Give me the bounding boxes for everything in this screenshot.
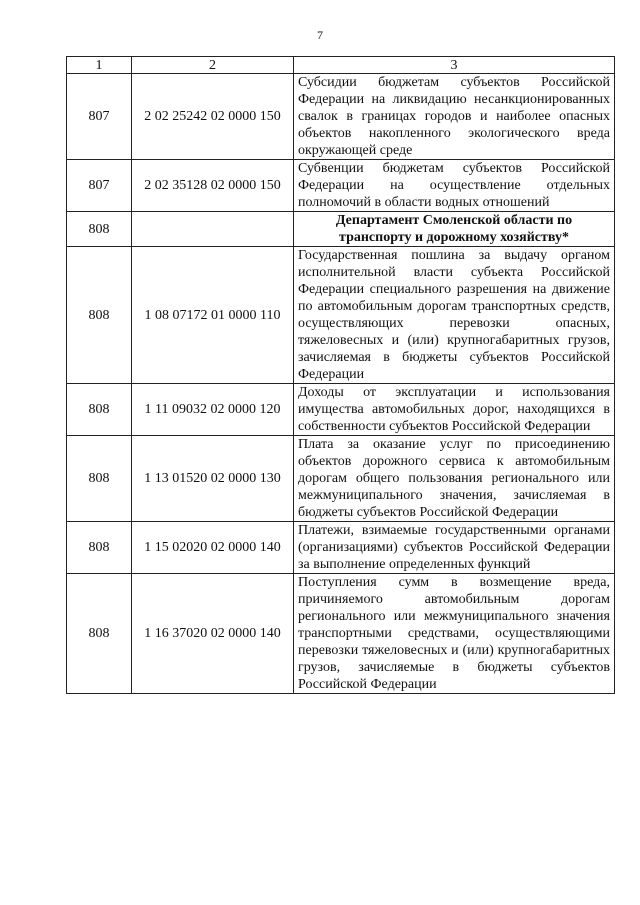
admin-code-cell: 808 <box>67 574 132 694</box>
kbk-cell: 1 15 02020 02 0000 140 <box>132 522 294 574</box>
table-header-row <box>67 57 615 74</box>
kbk-cell: 1 13 01520 02 0000 130 <box>132 436 294 522</box>
table-row <box>67 247 615 384</box>
description-cell: Плата за оказание услуг по присоединению объектов дорожного сервиса к автомобильным дорогам общего пользования регионального или межмуниципального значения, зачисляемая в бюджеты субъектов Российской Федерации <box>294 436 615 522</box>
page-number: 7 <box>317 28 323 42</box>
description-cell: Субсидии бюджетам субъектов Российской Федерации на ликвидацию несанкционированных свалок в границах городов и наиболее опасных объектов накопленного экологического вреда окружающей среде <box>294 74 615 160</box>
header-col-1: 1 <box>67 57 132 74</box>
table-row <box>67 436 615 522</box>
description-cell: Поступления сумм в возмещение вреда, причиняемого автомобильным дорогам регионального или межмуниципального значения транспортными средствами, осуществляющими перевозки тяжеловесных и (или) крупногабаритных грузов, зачисляемые в бюджеты субъектов Российской Федерации <box>294 574 615 694</box>
revenue-table <box>66 56 615 694</box>
kbk-cell: 2 02 35128 02 0000 150 <box>132 160 294 212</box>
department-title-cell: Департамент Смоленской области по транспорту и дорожному хозяйству* <box>294 212 615 247</box>
admin-code-cell: 808 <box>67 247 132 384</box>
header-col-2: 2 <box>132 57 294 74</box>
admin-code-cell: 808 <box>67 522 132 574</box>
header-col-3: 3 <box>294 57 615 74</box>
kbk-cell: 1 11 09032 02 0000 120 <box>132 384 294 436</box>
admin-code-cell: 808 <box>67 384 132 436</box>
description-cell: Государственная пошлина за выдачу органом исполнительной власти субъекта Российской Федерации специального разрешения на движение по автомобильным дорогам транспортных средств, осуществляющих перевозки опасных, тяжеловесных и (или) крупногабаритных грузов, зачисляемая в бюджеты субъектов Российской Федерации <box>294 247 615 384</box>
table-row <box>67 384 615 436</box>
table-row <box>67 160 615 212</box>
admin-code-cell: 807 <box>67 74 132 160</box>
kbk-cell: 1 08 07172 01 0000 110 <box>132 247 294 384</box>
admin-code-cell: 807 <box>67 160 132 212</box>
table-row-department <box>67 212 615 247</box>
kbk-cell: 2 02 25242 02 0000 150 <box>132 74 294 160</box>
description-cell: Платежи, взимаемые государственными органами (организациями) субъектов Российской Федерации за выполнение определенных функций <box>294 522 615 574</box>
table-row <box>67 574 615 694</box>
kbk-cell: 1 16 37020 02 0000 140 <box>132 574 294 694</box>
admin-code-cell: 808 <box>67 436 132 522</box>
table-row <box>67 522 615 574</box>
description-cell: Доходы от эксплуатации и использования имущества автомобильных дорог, находящихся в собственности субъектов Российской Федерации <box>294 384 615 436</box>
description-cell: Субвенции бюджетам субъектов Российской Федерации на осуществление отдельных полномочий в области водных отношений <box>294 160 615 212</box>
admin-code-cell: 808 <box>67 212 132 247</box>
kbk-cell <box>132 212 294 247</box>
table-row <box>67 74 615 160</box>
